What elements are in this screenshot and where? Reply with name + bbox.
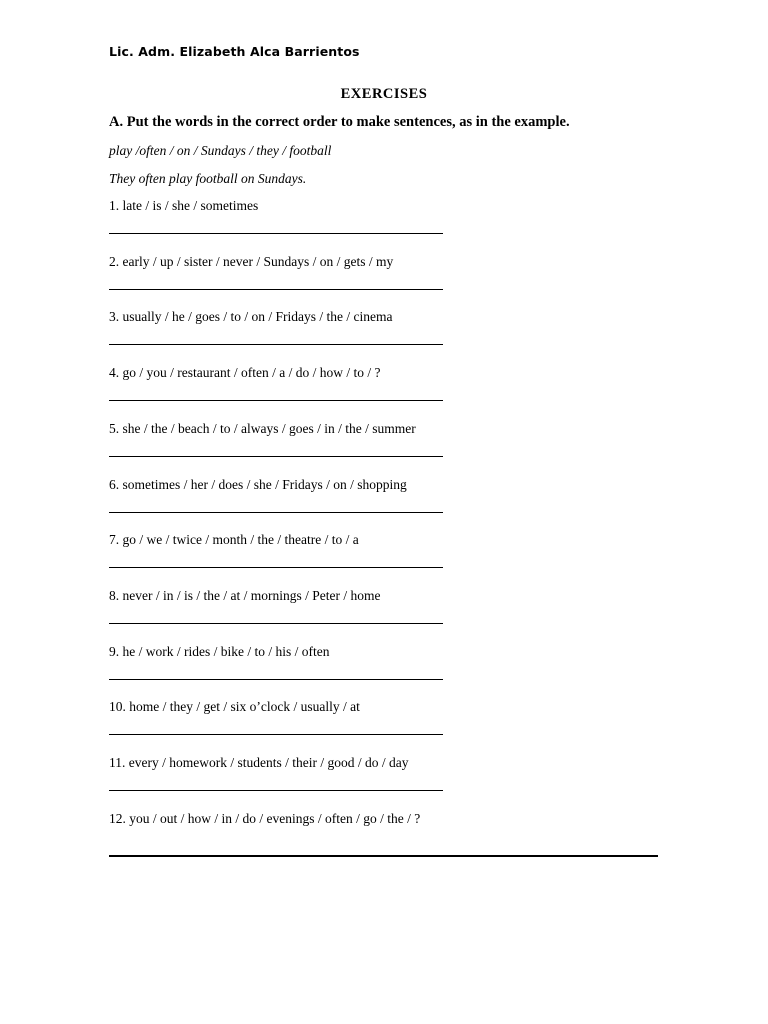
exercise-item-1: [109, 198, 709, 254]
exercise-prompt-3: 3. usually / he / goes / to / on / Fridays / the / cinema: [109, 309, 393, 324]
answer-line-4[interactable]: [109, 400, 443, 401]
exercise-prompt-8: 8. never / in / is / the / at / mornings / Peter / home: [109, 588, 381, 603]
section-a-instruction: A. Put the words in the correct order to make sentences, as in the example.: [109, 114, 570, 130]
exercise-item-10: [109, 699, 709, 755]
answer-line-5[interactable]: [109, 456, 443, 457]
exercise-prompt-9: 9. he / work / rides / bike / to / his / often: [109, 644, 330, 659]
answer-line-1[interactable]: [109, 233, 443, 234]
answer-line-2[interactable]: [109, 289, 443, 290]
exercise-item-8: [109, 588, 709, 644]
exercise-prompt-6: 6. sometimes / her / does / she / Fridays / on / shopping: [109, 477, 407, 492]
exercise-item-5: [109, 421, 709, 477]
exercise-item-9: [109, 644, 709, 700]
exercise-item-6: [109, 477, 709, 533]
author-name: Lic. Adm. Elizabeth Alca Barrientos: [109, 44, 360, 59]
exercise-prompt-1: 1. late / is / she / sometimes: [109, 198, 259, 213]
answer-line-9[interactable]: [109, 679, 443, 680]
example-words: play /often / on / Sundays / they / football: [109, 143, 332, 158]
exercise-item-3: [109, 309, 709, 365]
exercise-prompt-11: 11. every / homework / students / their / good / do / day: [109, 755, 409, 770]
answer-line-7[interactable]: [109, 567, 443, 568]
exercise-item-2: [109, 254, 709, 310]
answer-line-8[interactable]: [109, 623, 443, 624]
exercise-prompt-2: 2. early / up / sister / never / Sundays / on / gets / my: [109, 254, 394, 269]
exercise-prompt-12: 12. you / out / how / in / do / evenings / often / go / the / ?: [109, 811, 421, 826]
exercise-prompt-4: 4. go / you / restaurant / often / a / do / how / to / ?: [109, 365, 381, 380]
answer-line-12[interactable]: [109, 855, 658, 857]
answer-line-6[interactable]: [109, 512, 443, 513]
exercise-item-7: [109, 532, 709, 588]
exercise-prompt-5: 5. she / the / beach / to / always / goes / in / the / summer: [109, 421, 416, 436]
answer-line-3[interactable]: [109, 344, 443, 345]
answer-line-10[interactable]: [109, 734, 443, 735]
answer-line-11[interactable]: [109, 790, 443, 791]
exercise-item-11: [109, 755, 709, 811]
exercise-prompt-10: 10. home / they / get / six o’clock / usually / at: [109, 699, 360, 714]
example-answer: They often play football on Sundays.: [109, 171, 307, 186]
exercise-item-4: [109, 365, 709, 421]
page-title: EXERCISES: [340, 86, 428, 102]
exercise-prompt-7: 7. go / we / twice / month / the / theatre / to / a: [109, 532, 359, 547]
exercise-item-12: [109, 811, 709, 867]
